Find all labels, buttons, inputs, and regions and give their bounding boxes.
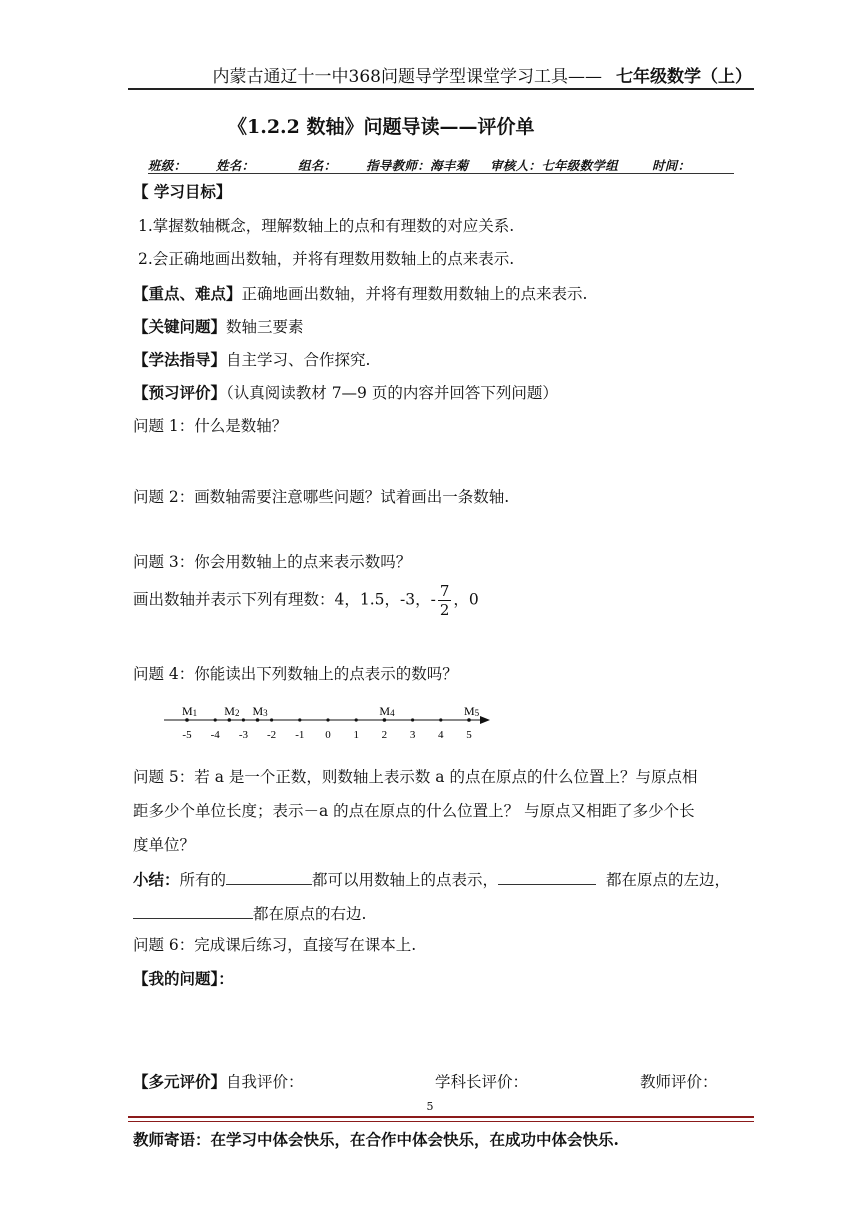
number-line-point-label: M4 (379, 704, 395, 718)
number-line-tick-label: 0 (325, 729, 331, 741)
key-question-label: 【关键问题】 (133, 317, 227, 336)
fraction-seven-halves (438, 582, 452, 619)
number-line-arrow-icon (480, 716, 490, 724)
method-text: 自主学习、合作探究. (226, 351, 371, 369)
question-3: 问题 3：你会用数轴上的点来表示数吗？ (133, 553, 412, 571)
question-5-line-2: 距多少个单位长度；表示－a 的点在原点的什么位置上？ 与原点又相距了多少个长 (133, 802, 695, 820)
summary (133, 866, 730, 890)
footer-rule-thick (128, 1116, 754, 1118)
summary-part-1: 所有的 (179, 871, 227, 889)
number-line-tick-label: -1 (295, 729, 305, 741)
number-line-point (185, 718, 189, 722)
number-line-point-label: M3 (252, 704, 268, 718)
question-4: 问题 4：你能读出下列数轴上的点表示的数吗？ (133, 665, 458, 683)
preview-text: （认真阅读教材 7—9 页的内容并回答下列问题） (226, 384, 558, 402)
class-label: 班级： (148, 158, 187, 173)
number-line-tick (439, 718, 442, 721)
key-points-label: 【重点、难点】 (133, 284, 242, 303)
number-line-tick-label: -2 (267, 729, 277, 741)
number-line-tick-label: 4 (438, 729, 444, 741)
question-3-task (133, 582, 479, 619)
page-header (0, 62, 752, 87)
question-1: 问题 1：什么是数轴？ (133, 417, 288, 435)
number-line-point (467, 718, 471, 722)
summary-blank-2[interactable] (498, 866, 596, 885)
number-line-tick (242, 718, 245, 721)
header-rule (128, 88, 754, 90)
number-line-tick (298, 718, 301, 721)
number-line-tick (411, 718, 414, 721)
number-line-tick-label: -5 (182, 729, 192, 741)
my-questions: 【我的问题】： (133, 969, 234, 988)
question-5-line-3: 度单位？ (133, 836, 196, 854)
question-5-line-1: 问题 5：若 a 是一个正数，则数轴上表示数 a 的点在原点的什么位置上？与原点相 (133, 768, 698, 786)
page-title: 《1.2.2 数轴》问题导读——评价单 (228, 116, 535, 138)
number-line-tick-label: -4 (210, 729, 220, 741)
key-points-text: 正确地画出数轴，并将有理数用数轴上的点来表示. (241, 285, 588, 303)
reviewer-info: 审核人：七年级数学组 (490, 158, 619, 173)
key-points (133, 282, 587, 304)
key-question-text: 数轴三要素 (226, 318, 304, 336)
q3-task-tail: ，0 (453, 590, 479, 609)
number-line-tick-label: 5 (466, 729, 472, 741)
preview (133, 381, 558, 403)
summary-label: 小结： (133, 870, 180, 889)
key-question (133, 315, 304, 337)
page-number: 5 (426, 1100, 434, 1113)
fraction-denominator: 2 (439, 601, 450, 619)
number-line-point-label: M5 (464, 704, 480, 718)
summary-continued (133, 900, 366, 924)
footer-rule-thin (128, 1121, 754, 1122)
evaluation (133, 1070, 304, 1092)
teacher-info: 指导教师：海丰菊 (366, 158, 469, 173)
number-line-tick-label: 1 (353, 729, 359, 741)
number-line-tick (355, 718, 358, 721)
number-line-tick (214, 718, 217, 721)
method-label: 【学法指导】 (133, 350, 227, 369)
name-label: 姓名： (216, 158, 255, 173)
summary-blank-1[interactable] (226, 866, 312, 885)
summary-blank-3[interactable] (133, 900, 253, 919)
summary-part-2: 都可以用数轴上的点表示， (312, 871, 499, 889)
goals-heading: 【 学习目标】 (133, 182, 232, 201)
question-6: 问题 6：完成课后练习，直接写在课本上. (133, 936, 417, 954)
evaluation-teacher: 教师评价： (640, 1073, 718, 1091)
evaluation-self: 自我评价： (226, 1073, 304, 1091)
number-line-point (383, 718, 387, 722)
summary-part-4: 都在原点的右边. (253, 905, 367, 923)
number-line-point-label: M2 (224, 704, 240, 718)
q3-task-text: 画出数轴并表示下列有理数：4，1.5，-3，- (133, 590, 436, 609)
evaluation-label: 【多元评价】 (133, 1072, 227, 1091)
info-row (148, 156, 690, 174)
question-2: 问题 2：画数轴需要注意哪些问题？试着画出一条数轴. (133, 488, 510, 506)
number-line-tick-label: 2 (381, 729, 388, 741)
group-label: 组名： (298, 158, 337, 173)
number-line-tick-label: -3 (238, 729, 248, 741)
number-line-tick (270, 718, 273, 721)
teacher-message: 教师寄语：在学习中体会快乐，在合作中体会快乐，在成功中体会快乐. (133, 1130, 619, 1149)
goal-item-1: 1.掌握数轴概念，理解数轴上的点和有理数的对应关系. (138, 217, 515, 235)
preview-label: 【预习评价】 (133, 383, 227, 402)
number-line (160, 700, 500, 746)
header-course: 七年级数学（上） (616, 67, 752, 87)
number-line-tick (326, 718, 329, 721)
time-label: 时间： (652, 158, 691, 173)
info-underline (148, 173, 734, 174)
number-line-tick-label: 3 (409, 729, 416, 741)
header-school: 内蒙古通辽十一中368问题导学型课堂学习工具—— (212, 67, 602, 87)
method (133, 348, 370, 370)
number-line-point (228, 718, 232, 722)
goal-item-2: 2.会正确地画出数轴，并将有理数用数轴上的点来表示. (138, 250, 515, 268)
number-line-point-label: M1 (182, 704, 198, 718)
evaluation-leader: 学科长评价： (435, 1073, 529, 1091)
number-line-point (256, 718, 260, 722)
fraction-numerator: 7 (439, 582, 450, 600)
summary-part-3: 都在原点的左边， (606, 871, 731, 889)
